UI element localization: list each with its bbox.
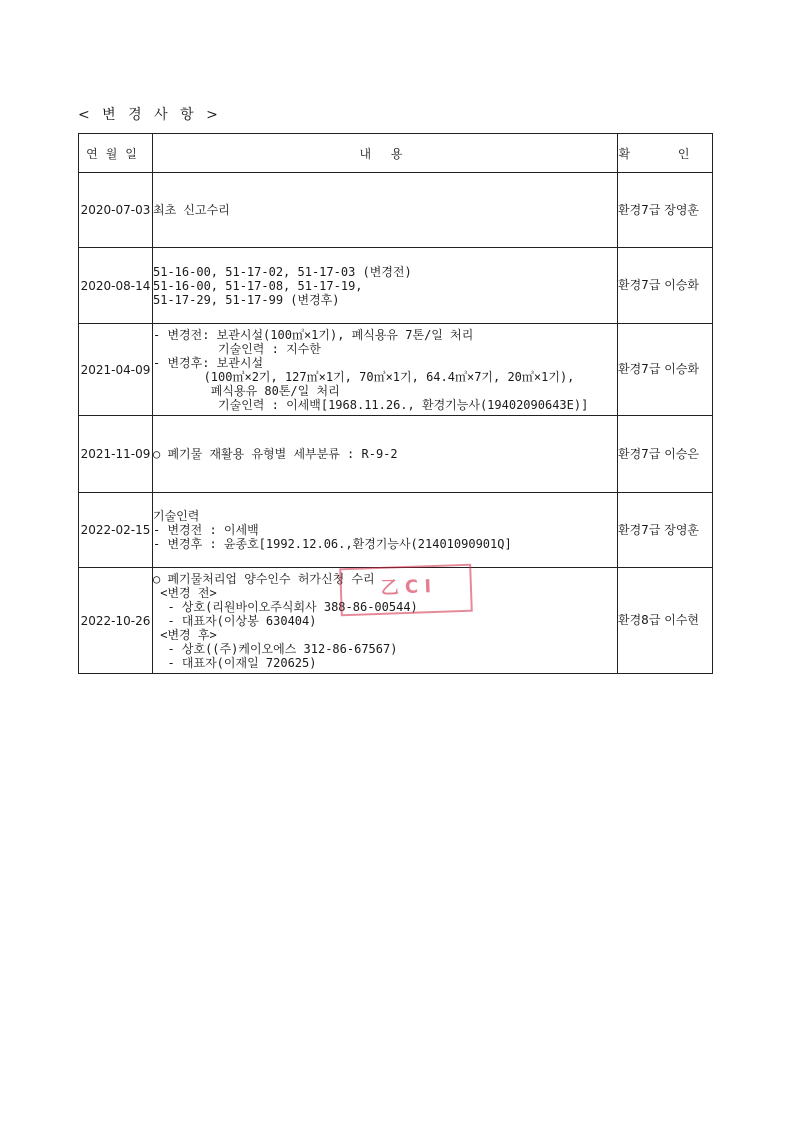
header-date: 연월일 [79, 134, 153, 173]
content-line: 기술인력 [153, 509, 200, 523]
content-line: - 대표자(이재일 720625) [153, 655, 317, 670]
table-row [79, 248, 713, 324]
content-line: - 변경전: 보관시설(100㎥×1기), 폐식용유 7톤/일 처리 [153, 327, 474, 342]
row-date: 2020-07-03 [79, 173, 153, 248]
row-date: 2021-11-09 [79, 416, 153, 493]
row-confirm: 환경7급 장영훈 [618, 173, 713, 248]
table-header-row [79, 134, 713, 173]
content-line: <변경 후> [153, 627, 217, 642]
content-line: 폐식용유 80톤/일 처리 [153, 383, 340, 398]
row-confirm: 환경7급 이승화 [618, 324, 713, 416]
row-confirm: 환경7급 장영훈 [618, 493, 713, 568]
content-line: 51-16-00, 51-17-02, 51-17-03 (변경전) [153, 264, 412, 279]
row-content [153, 493, 618, 568]
content-line: - 대표자(이상봉 630404) [153, 613, 317, 628]
row-content [153, 248, 618, 324]
content-line: - 변경전 : 이세백 [153, 523, 259, 537]
table-row [79, 173, 713, 248]
row-date: 2021-04-09 [79, 324, 153, 416]
content-line: ○ 폐기물처리업 양수인수 허가신청 수리 [153, 571, 375, 586]
content-line: (100㎥×2기, 127㎥×1기, 70㎥×1기, 64.4㎥×7기, 20㎥×1기), [153, 369, 575, 384]
row-date: 2022-10-26 [79, 568, 153, 674]
content-line: - 변경후: 보관시설 [153, 355, 264, 370]
content-line: ○ 폐기물 재활용 유형별 세부분류 : R-9-2 [153, 447, 398, 461]
content-line: <변경 전> [153, 585, 217, 600]
row-content [153, 173, 618, 248]
row-confirm: 환경7급 이승은 [618, 416, 713, 493]
approval-stamp: 乙 C I [339, 564, 473, 617]
section-title: < 변 경 사 항 > [78, 107, 222, 123]
content-line: 기술인력 : 지수한 [153, 341, 321, 356]
row-content [153, 324, 618, 416]
row-date: 2020-08-14 [79, 248, 153, 324]
content-line: 최초 신고수리 [153, 203, 230, 217]
row-content [153, 416, 618, 493]
row-date: 2022-02-15 [79, 493, 153, 568]
row-confirm: 환경8급 이수현 [618, 568, 713, 674]
content-line: - 변경후 : 윤종호[1992.12.06.,환경기능사(21401090901Q] [153, 537, 512, 551]
content-line: - 상호((주)케이오에스 312-86-67567) [153, 641, 398, 656]
header-confirm: 확 인 [618, 134, 713, 173]
content-line: 51-17-29, 51-17-99 (변경후) [153, 292, 340, 307]
content-line: 기술인력 : 이세백[1968.11.26., 환경기능사(19402090643E)] [153, 397, 589, 412]
content-line: 51-16-00, 51-17-08, 51-17-19, [153, 278, 363, 293]
table-row [79, 324, 713, 416]
row-confirm: 환경7급 이승화 [618, 248, 713, 324]
header-content: 내 용 [153, 134, 618, 173]
table-row [79, 493, 713, 568]
table-row [79, 416, 713, 493]
content-line: - 상호(리원바이오주식회사 388-86-00544) [153, 599, 418, 614]
